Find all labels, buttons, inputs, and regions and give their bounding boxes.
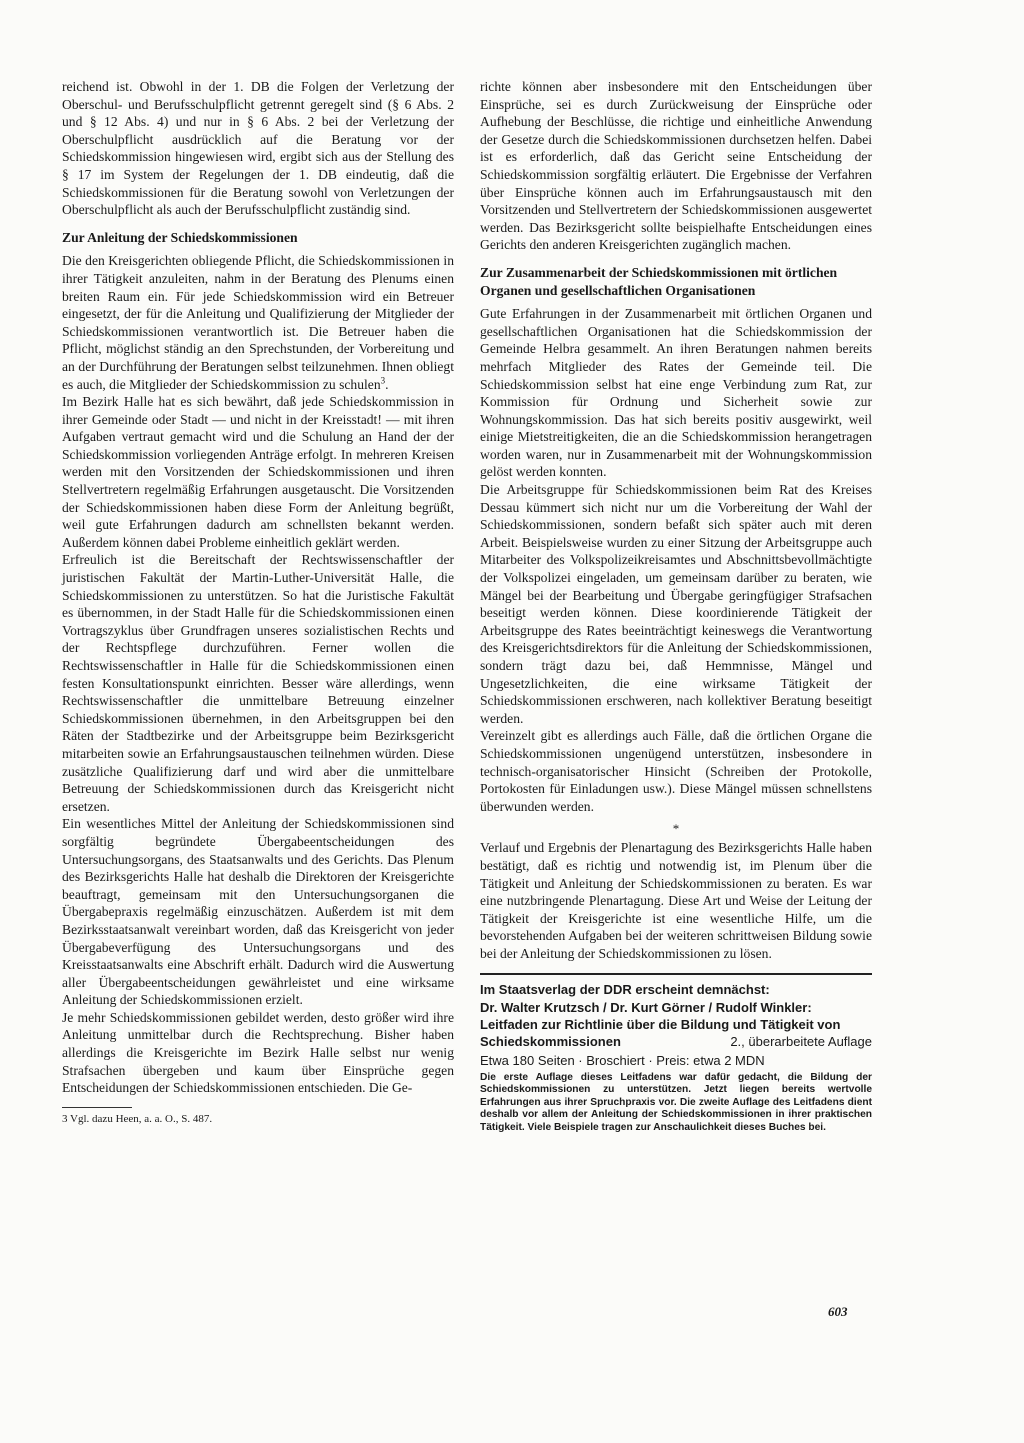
paragraph: Im Bezirk Halle hat es sich bewährt, daß jede Schiedskommission in ihrer Gemeinde oder Stadt — und nicht in der Kreisstadt! — mit ihren Aufgaben vertraut gemacht wird und die Schulung an Hand der der Schiedskommission vorliegenden Anträge erfolgt. In mehreren Kreisen werden mit den Vorsitzenden der Schiedskommissionen und ihren Stellvertretern regelmäßig Erfahrungen ausgetauscht. Die Vorsitzenden der Schiedskommissionen haben diese Form der Anleitung begrüßt, weil gute Erfahrungen dadurch am schnellsten bekannt werden. Außerdem können dabei Probleme einheitlich geklärt werden. xyxy=(62,394,454,550)
footnote: 3 Vgl. dazu Heen, a. a. O., S. 487. xyxy=(62,1112,213,1125)
ad-authors: Dr. Walter Krutzsch / Dr. Kurt Görner / Rudolf Winkler: xyxy=(480,999,812,1015)
ad-edition: 2., überarbeitete Auflage xyxy=(730,1033,872,1049)
paragraph: richte können aber insbesondere mit den Entscheidungen über Einsprüche, sei es durch Zurückweisung der Einsprüche oder Aufhebung der Beschlüsse, die richtige und einheitliche Anwendung der Gesetze durch die Schiedskommissionen durchsetzen helfen. Dabei ist es erforderlich, daß das Gericht seine Entscheidung der Schiedskommission sorgfältig erläutert. Die Ergebnisse der Verfahren über Einsprüche können auch im Erfahrungsaustausch mit den Vorsitzenden und Stellvertretern der Schiedskommissionen ausgewertet werden. Das Bezirksgericht sollte beispielhafte Entscheidungen eines Gerichts den anderen Kreisgerichten zugänglich machen. xyxy=(480,79,872,253)
footnote-ref: 3 xyxy=(380,374,386,385)
publisher-advertisement xyxy=(480,973,872,1135)
ad-title-end: Schiedskommissionen xyxy=(480,1033,621,1049)
ad-heading: Im Staatsverlag der DDR erscheint demnächst: xyxy=(480,981,770,997)
paragraph: Ein wesentliches Mittel der Anleitung der Schiedskommissionen sind sorgfältig begründete Übergabeentscheidungen des Untersuchungsorgans, des Staatsanwalts und des Gerichts. Das Plenum des Bezirksgerichts Halle hat deshalb die Direktoren der Kreisgerichte beauftragt, gemeinsam mit den Untersuchungsorganen die Übergabepraxis regelmäßig einzuschätzen. Außerdem ist mit dem Bezirksstaatsanwalt vereinbart worden, daß das Kreisgericht von jeder Übergabeverfügung des Untersuchungsorgans und des Kreisstaatsanwalts eine Abschrift erhält. Dadurch wird die Auswertung aller Übergabeentscheidungen gewährleistet und eine wirksame Anleitung der Schiedskommissionen erzielt. xyxy=(62,816,454,1008)
paragraph: Die Arbeitsgruppe für Schiedskommissionen beim Rat des Kreises Dessau kümmert sich nicht nur um die Vorbereitung der Wahl der Schiedskommissionen, sondern befaßt sich später auch mit deren Arbeit. Beispielsweise wurden zu einer Sitzung der Arbeitsgruppe auch Mitarbeiter des Volkspolizeikreisamtes und Abschnittsbevollmächtigte der Volkspolizei eingeladen, um gemeinsam darüber zu beraten, wie Mängel bei der Bearbeitung und Übergabe geringfügiger Strafsachen beseitigt werden können. Diese koordinierende Tätigkeit der Arbeitsgruppe des Rates beeinträchtigt keineswegs die Verantwortung des Kreisgerichtsdirektors für die Anleitung der Schiedskommissionen, sondern trägt dazu bei, daß Hemmnisse, Mängel und Ungesetzlichkeiten, die eine wirksame Tätigkeit der Schiedskommissionen erschweren, nach kollektiver Beratung beseitigt werden. xyxy=(480,482,872,726)
section-separator: * xyxy=(672,821,680,837)
left-column xyxy=(62,78,454,1126)
paragraph: reichend ist. Obwohl in der 1. DB die Folgen der Verletzung der Oberschul- und Berufsschulpflicht getrennt geregelt sind (§ 6 Abs. 2 und § 12 Abs. 4) und nur in § 6 Abs. 2 bei der Verletzung der Oberschulpflicht ausdrücklich auf die Beratung vor der Schiedskommission hingewiesen wird, ergibt sich aus der Stellung des § 17 im System der Regelungen der 1. DB eindeutig, daß die Schiedskommissionen für die Beratung sowohl von Verletzungen der Oberschulpflicht als auch der Berufsschulpflicht zuständig sind. xyxy=(62,79,454,218)
page-number: 603 xyxy=(828,1304,848,1319)
paragraph: Erfreulich ist die Bereitschaft der Rechtswissenschaftler der juristischen Fakultät der Martin-Luther-Universität Halle, die Schiedskommissionen zu unterstützen. So hat die Juristische Fakultät es übernommen, in der Stadt Halle für die Schiedskommissionen einen Vortragszyklus über Grundfragen unseres sozialistischen Rechts und der Rechtspflege durchzuführen. Ferner wollen die Rechtswissenschaftler in Halle für die Schiedskommissionen einen festen Konsultationspunkt einrichten. Besser wäre allerdings, wenn Rechtswissenschaftler die unmittelbare Betreuung einzelner Schiedskommissionen übernehmen, in den Arbeitsgruppen bei den Räten der Stadtbezirke und der Arbeitsgruppe beim Bezirksgericht mitarbeiten sowie an Erfahrungsaustauschen teilnehmen würden. Diese zusätzliche Qualifizierung darf und wird aber die unmittelbare Betreuung der Schiedskommissionen durch das Kreisgericht nicht ersetzen. xyxy=(62,552,454,814)
section-heading: Zur Anleitung der Schiedskommissionen xyxy=(62,229,298,245)
paragraph: Die den Kreisgerichten obliegende Pflicht, die Schiedskommissionen in ihrer Tätigkeit anzuleiten, nahm in der Beratung des Plenums einen breiten Raum ein. Für jede Schiedskommission wird ein Betreuer eingesetzt, der für die Anleitung und Qualifizierung der Mitglieder der Schiedskommissionen verantwortlich ist. Die Betreuer haben die Pflicht, möglichst ständig an den Sprechstunden, der Vorbereitung und an der Durchführung der Beratungen selbst teilzunehmen. Ihnen obliegt es auch, die Mitglieder der Schiedskommission zu schulen$^3$. xyxy=(62,253,454,392)
footnote-divider xyxy=(62,1107,132,1108)
ad-description: Die erste Auflage dieses Leitfadens war dafür gedacht, die Bildung der Schiedskommissionen zu unterstützen. Jetzt liegen bereits wertvolle Erfahrungen aus ihrer Spruchpraxis vor. Die zweite Auflage des Leitfadens dient deshalb vor allem der Anleitung der Schiedskommissionen in ihrer praktischen Tätigkeit. Viele Beispiele tragen zur Anschaulichkeit dieses Buches bei. xyxy=(480,1071,872,1133)
paragraph: Verlauf und Ergebnis der Plenartagung des Bezirksgerichts Halle haben bestätigt, daß es richtig und notwendig ist, im Plenum über die Tätigkeit und Anleitung der Schiedskommissionen zu beraten. Es war eine nutzbringende Plenartagung. Diese Art und Weise der Leitung der Tätigkeit der Kreisgerichte ist eine wesentliche Hilfe, um die bevorstehenden Aufgaben bei der weiteren schrittweisen Bildung sowie bei der Anleitung der Schiedskommissionen zu lösen. xyxy=(480,840,872,961)
ad-title-row xyxy=(480,1033,872,1050)
ad-details: Etwa 180 Seiten · Broschiert · Preis: etwa 2 MDN xyxy=(480,1052,765,1068)
right-column xyxy=(480,78,872,1134)
paragraph: Vereinzelt gibt es allerdings auch Fälle, daß die örtlichen Organe die Schiedskommissionen ungenügend unterstützen, insbesondere in technisch-organisatorischer Hinsicht (Schreiben der Protokolle, Portokosten für Einladungen usw.). Diese Mängel müssen schnellstens überwunden werden. xyxy=(480,728,872,814)
section-heading: Zur Zusammenarbeit der Schiedskommissionen mit örtlichen Organen und gesellschaftlichen Organisationen xyxy=(480,264,838,298)
ad-title: Leitfaden zur Richtlinie über die Bildung und Tätigkeit von xyxy=(480,1016,841,1032)
paragraph: Je mehr Schiedskommissionen gebildet werden, desto größer wird ihre Anleitung unmittelbar durch die Rechtsprechung. Bisher haben allerdings die Kreisgerichte im Bezirk Halle selbst nur wenig Strafsachen übergeben und kaum über Einsprüche gegen Entscheidungen der Schiedskommissionen entschieden. Die Ge- xyxy=(62,1009,454,1096)
paragraph: Gute Erfahrungen in der Zusammenarbeit mit örtlichen Organen und gesellschaftlichen Organisationen hat die Schiedskommission der Gemeinde Helbra gesammelt. An ihren Beratungen nahmen bereits mehrfach Mitglieder des Rates der Gemeinde teil. Die Schiedskommission selbst hat eine enge Verbindung zum Rat, zur Kommission für Ordnung und Sicherheit sowie zur Wohnungskommission. Das hat sich bereits positiv ausgewirkt, weil einige Mietstreitigkeiten, die an die Schiedskommission herangetragen worden waren, nur in Zusammenarbeit mit der Wohnungskommission gelöst werden konnten. xyxy=(480,306,872,480)
